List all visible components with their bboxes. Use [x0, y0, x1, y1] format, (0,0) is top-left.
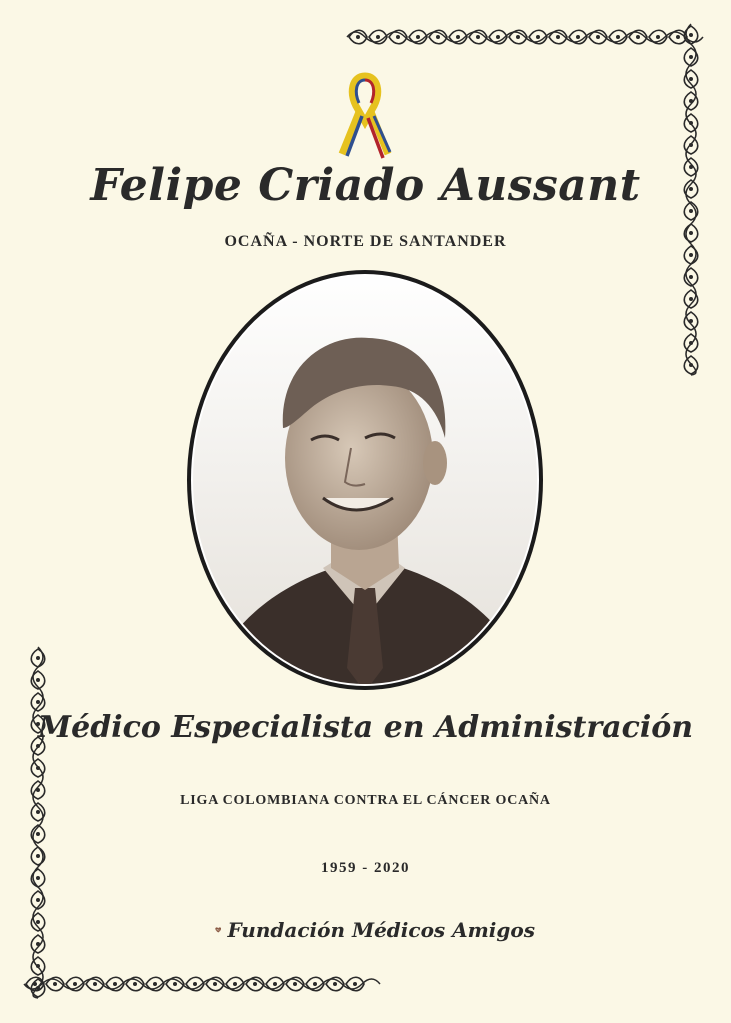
- portrait-photo: [183, 268, 547, 692]
- bottom-vine-border: [22, 968, 382, 1000]
- organization-text: LIGA COLOMBIANA CONTRA EL CÁNCER OCAÑA: [180, 793, 551, 808]
- location-text: OCAÑA - NORTE DE SANTANDER: [224, 233, 507, 250]
- foundation-logo: [215, 908, 535, 952]
- foundation-name: Fundación Médicos Amigos: [227, 918, 535, 942]
- profession-title: Médico Especialista en Administración: [37, 710, 694, 745]
- deceased-name: Felipe Criado Aussant: [90, 160, 641, 211]
- life-years: 1959 - 2020: [321, 860, 410, 876]
- top-vine-border: [345, 22, 705, 52]
- left-vine-border: [22, 645, 54, 1000]
- colombia-ribbon-icon: [336, 72, 394, 160]
- heart-pulse-icon: [215, 910, 221, 950]
